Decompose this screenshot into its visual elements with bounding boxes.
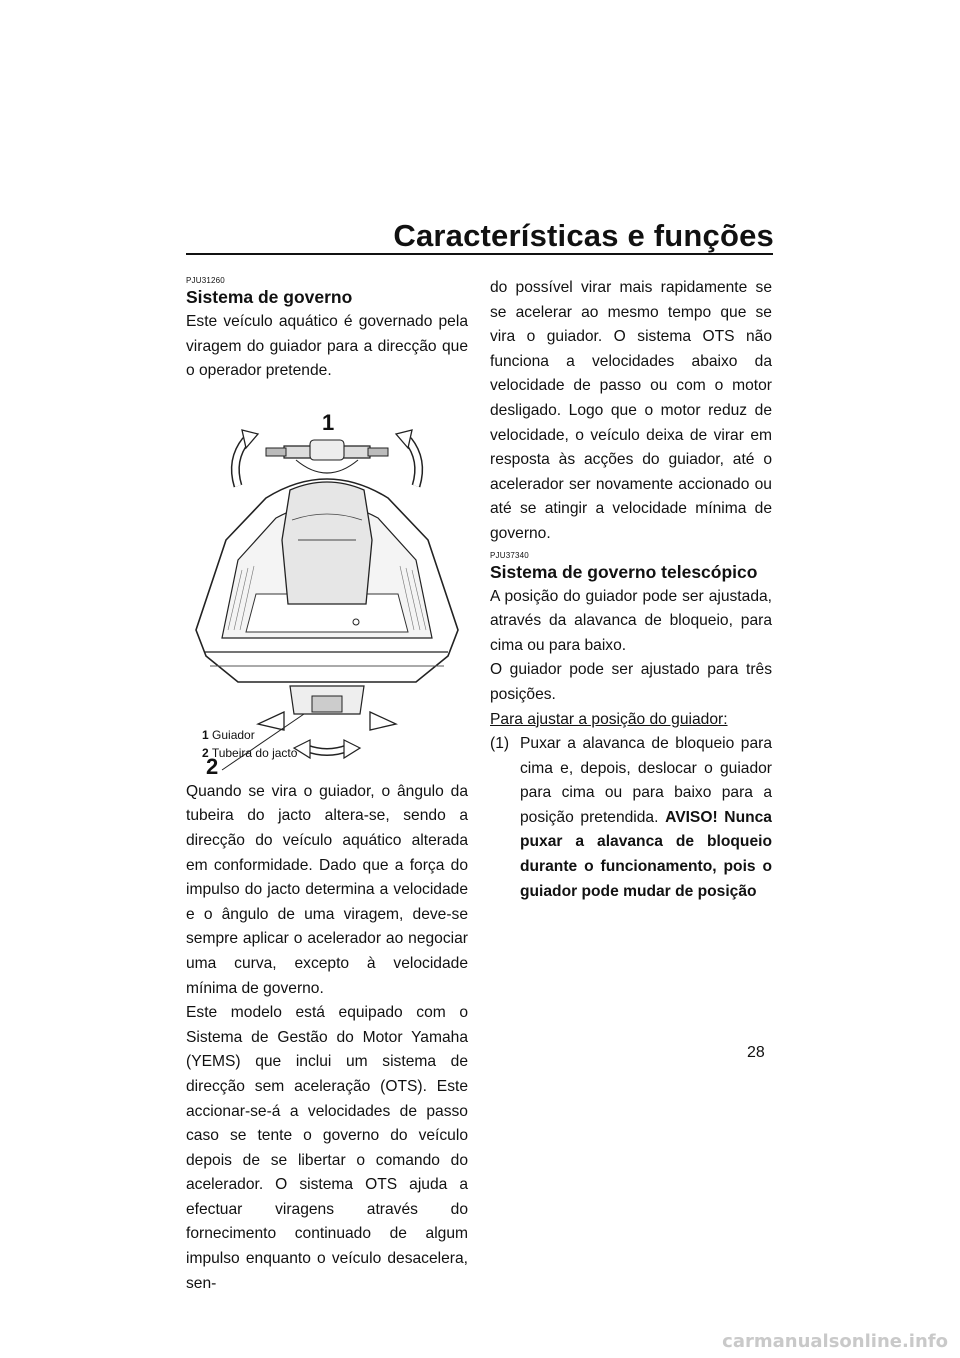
paragraph-positions: O guiador pode ser ajustado para três posições. — [490, 661, 772, 703]
step-1 — [490, 732, 772, 904]
callout-1: 1 — [322, 409, 335, 435]
legend-item: 1 Guiador — [202, 727, 255, 742]
step-text: Puxar a alavanca de bloqueio para cima e, depois, deslocar o guiador para cima ou para baixo para a posição pretendida. — [520, 735, 772, 826]
paragraph-ots: do possível virar mais rapidamente se se acelerar ao mesmo tempo que se vira o guiador. O sistema OTS não funciona a velocidades abaixo da velocidade de passo ou com o motor desligado. Logo que o motor reduz de velocidade, o veículo deixa de virar em resposta às acções do guiador, até o acelerador ser novamente accionado ou até se atingir a velocidade mínima de governo. — [490, 279, 772, 542]
page-header-title: Características e funções — [393, 218, 774, 253]
figure-legend — [186, 726, 468, 772]
section-heading-telescopic: Sistema de governo telescópico — [490, 561, 758, 582]
step-number: (1) — [490, 735, 510, 753]
watercraft-illustration — [186, 390, 468, 778]
intro-paragraph: Este veículo aquático é governado pela viragem do guiador para a direcção que o operador pretende. — [186, 313, 468, 380]
watercraft-figure — [186, 390, 468, 778]
paragraph-adjust: A posição do guiador pode ser ajustada, através da alavanca de bloqueio, para cima ou para baixo. — [490, 587, 772, 654]
section-code: PJU37340 — [490, 550, 529, 560]
section-code: PJU31260 — [186, 276, 225, 285]
watermark: carmanualsonline.info — [722, 1331, 948, 1352]
left-column — [186, 276, 468, 1296]
paragraph-yems: Este modelo está equipado com o Sistema de Gestão do Motor Yamaha (YEMS) que inclui um sistema de direcção sem aceleração (OTS). Este accionar-se-á a velocidades de passo caso se tente o governo do veículo depois de se libertar o comando do acelerador. O sistema OTS ajuda a efectuar viragens através do fornecimento continuado de algum impulso enquanto o veículo desacelera, sen- — [186, 1004, 468, 1292]
right-column — [490, 276, 772, 904]
callout-2: 2 — [206, 753, 219, 778]
paragraph-nozzle: Quando se vira o guiador, o ângulo da tubeira do jacto altera-se, sendo a direcção do veículo aquático alterada em conformidade. Dado que a força do impulso do jacto determina a velocidade e o ângulo de uma viragem, deve-se sempre aplicar o acelerador ao negociar uma curva, excepto à velocidade mínima de governo. — [186, 782, 468, 997]
page-number: 28 — [747, 1044, 765, 1061]
section-heading-steering: Sistema de governo — [186, 287, 353, 307]
legend-item: 2 Tubeira do jacto — [202, 745, 298, 760]
warning-text: AVISO! Nunca puxar a alavanca de bloqueio durante o funcionamento, pois o guiador pode mudar de posição — [520, 808, 772, 900]
subheading-adjust: Para ajustar a posição do guiador: — [490, 710, 728, 728]
header-rule — [186, 253, 773, 255]
